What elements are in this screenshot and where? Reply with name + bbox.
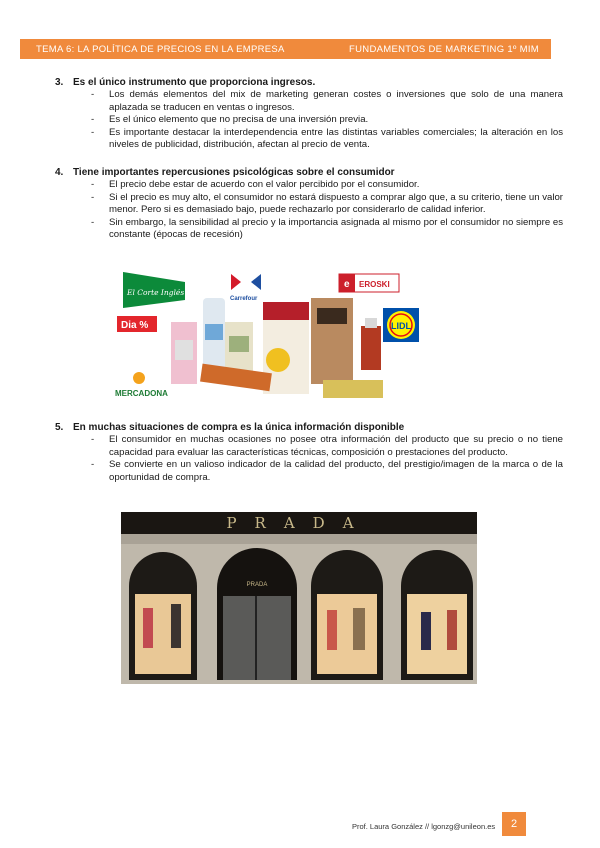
brands-collage: [113, 268, 421, 406]
svg-text:El Corte Inglés: El Corte Inglés: [127, 288, 185, 297]
bullet-item: - Si el precio es muy alto, el consumidor no estará dispuesto a comprar algo que, a su criterio, tiene un valor menor. Pero si es demasiado bajo, puede rechazarlo por considerarlo de calidad inferior.: [91, 192, 563, 217]
bullet-list: [91, 434, 563, 484]
section-title: 5. En muchas situaciones de compra es la única información disponible: [55, 422, 405, 433]
header-course: FUNDAMENTOS DE MARKETING 1º MIM: [349, 43, 539, 55]
footer-author: Prof. Laura González // lgonzg@unileon.es: [352, 822, 496, 831]
bullet-item: - Es importante destacar la interdependencia entre las distintas variables comerciales; la alteración en los niveles de publicidad, distribución, afectan al precio de venta.: [91, 127, 563, 152]
bullet-item: - Sin embargo, la sensibilidad al precio y la importancia asignada al mismo por el consumidor no siempre es constante (épocas de recesión): [91, 217, 563, 242]
bullet-item: - El precio debe estar de acuerdo con el valor percibido por el consumidor.: [91, 179, 563, 192]
bullet-item: - Se convierte en un valioso indicador de la calidad del producto, del prestigio/imagen de la marca o de la oportunidad de compra.: [91, 459, 563, 484]
store-entrance: [217, 548, 297, 680]
store-window-center: [311, 550, 383, 680]
svg-text:EROSKI: EROSKI: [359, 280, 390, 289]
lidl-logo: [383, 308, 419, 342]
section-title: 4. Tiene importantes repercusiones psicológicas sobre el consumidor: [55, 167, 395, 178]
svg-text:PRADA: PRADA: [246, 582, 268, 588]
page-number: 2: [502, 812, 526, 836]
section-4: [55, 166, 563, 242]
bullet-item: - El consumidor en muchas ocasiones no posee otra información del producto que su precio o no tiene capacidad para evaluar las características técnicas, composición o prestaciones del producto.: [91, 434, 563, 459]
bullet-list: [91, 89, 563, 152]
svg-text:e: e: [344, 279, 350, 290]
eroski-logo: [339, 274, 399, 292]
section-title: 3. Es el único instrumento que proporciona ingresos.: [55, 77, 316, 88]
bullet-item: - Es el único elemento que no precisa de una inversión previa.: [91, 114, 563, 127]
prada-store-image: [121, 512, 477, 684]
svg-text:PRADA: PRADA: [226, 514, 372, 532]
header-bar: [20, 39, 551, 59]
header-topic: TEMA 6: LA POLÍTICA DE PRECIOS EN LA EMPRESA: [36, 43, 285, 55]
store-window-right: [401, 550, 473, 680]
svg-text:LIDL: LIDL: [391, 321, 411, 331]
svg-text:Carrefour: Carrefour: [230, 296, 258, 302]
section-5: [55, 421, 563, 484]
svg-text:MERCADONA: MERCADONA: [115, 389, 168, 398]
dia-logo: [117, 316, 157, 332]
store-window-left: [129, 552, 197, 680]
bullet-item: - Los demás elementos del mix de marketing generan costes o inversiones que solo de una manera aplazada se traducen en ventas o ingresos.: [91, 89, 563, 114]
section-3: [55, 76, 563, 152]
supermarket-brands-image: [113, 268, 421, 406]
prada-storefront: [121, 512, 477, 684]
svg-text:Dia %: Dia %: [121, 320, 149, 331]
bullet-list: [91, 179, 563, 242]
